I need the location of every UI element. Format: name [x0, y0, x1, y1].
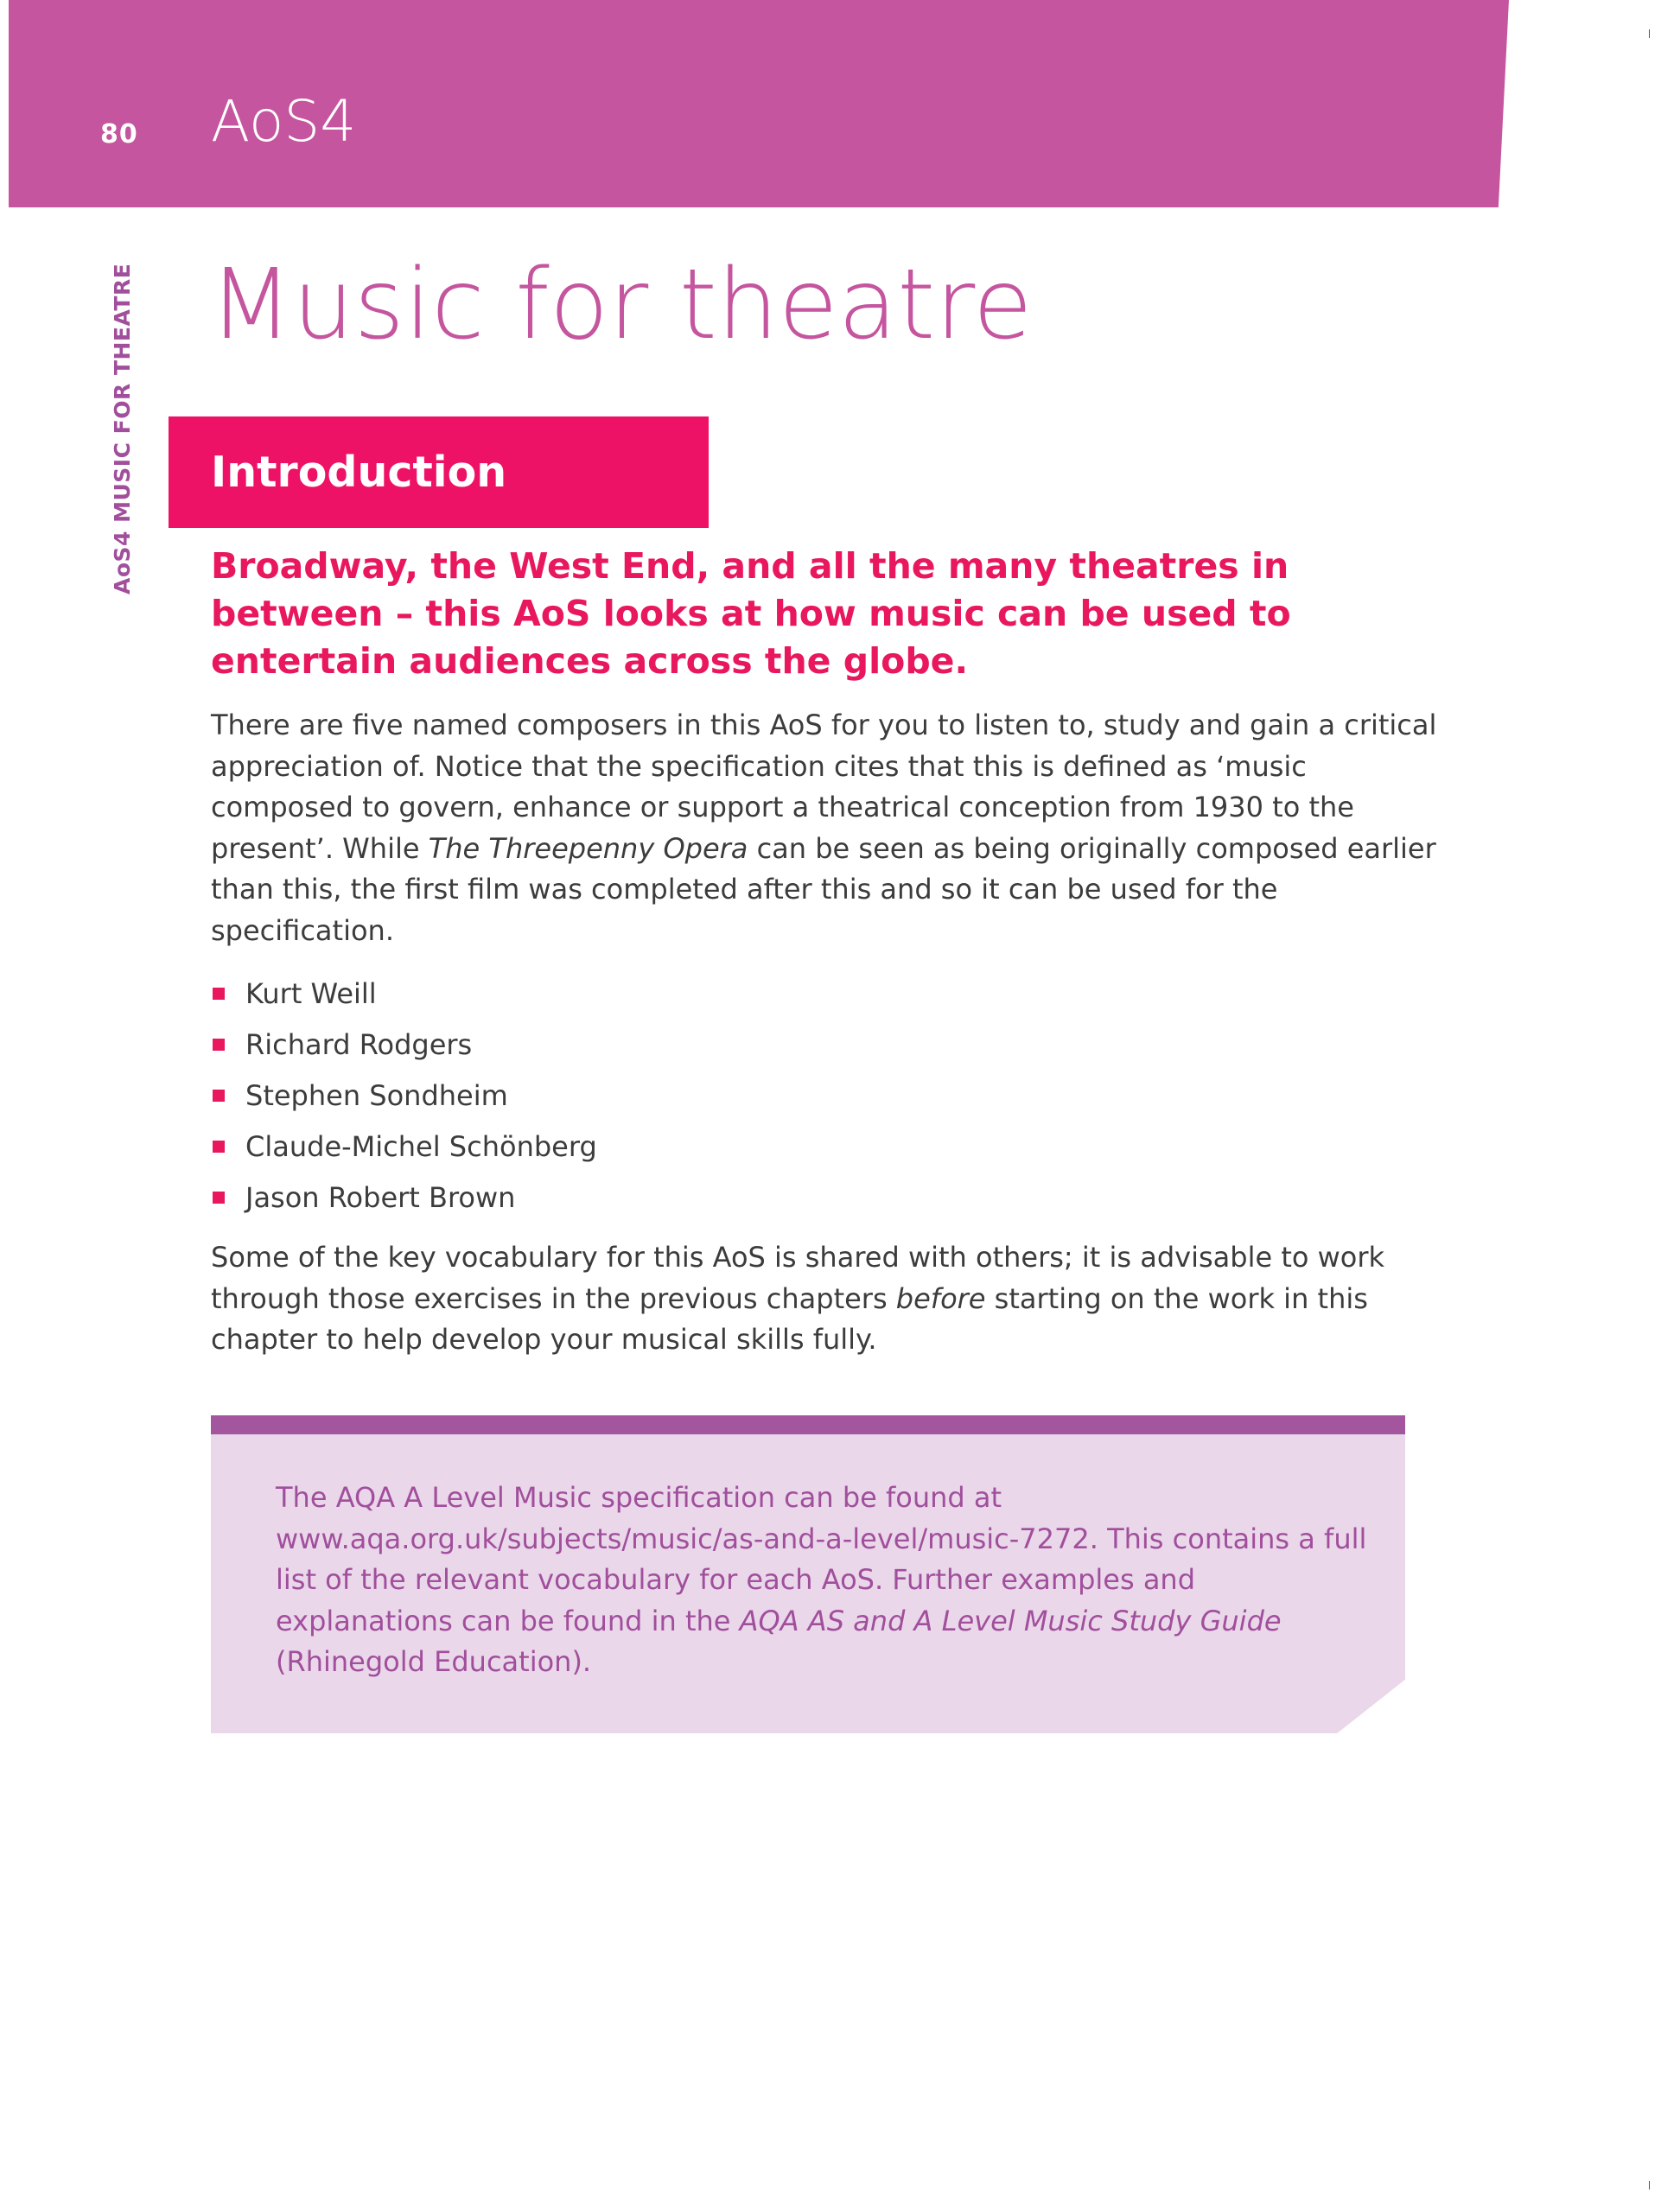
list-item — [211, 968, 597, 1019]
vocabulary-paragraph-italic: before — [895, 1281, 986, 1315]
note-text-start: The AQA A Level Music specification can be found at www.aqa.org.uk/subjects/music/as-and-a-level/music-7272. This contains a full list of the relevant vocabulary for each AoS. Further examples and explanations can be found in the — [276, 1481, 1367, 1637]
square-bullet-icon — [213, 988, 225, 1000]
composer-name: Stephen Sondheim — [245, 1078, 508, 1112]
composer-name: Claude-Michel Schönberg — [245, 1129, 597, 1163]
intro-paragraph-text-end: can be seen as being originally composed earlier than this, the first film was completed after this and so it can be used for the specification. — [211, 831, 1436, 947]
composer-name: Kurt Weill — [245, 976, 377, 1010]
trim-mark — [1649, 2181, 1650, 2190]
list-item — [211, 1121, 597, 1172]
square-bullet-icon — [213, 1192, 225, 1204]
composer-list — [211, 968, 597, 1223]
square-bullet-icon — [213, 1090, 225, 1102]
vocabulary-paragraph-text: Some of the key vocabulary for this AoS is shared with others; it is advisable to work through those exercises in the previous chapters — [211, 1241, 1385, 1315]
chapter-title: Music for theatre — [209, 249, 1033, 361]
vocabulary-paragraph-text-end: starting on the work in this chapter to help develop your musical skills fully. — [211, 1281, 1368, 1356]
vocabulary-paragraph — [211, 1237, 1438, 1361]
lead-paragraph: Broadway, the West End, and all the many theatres in between – this AoS looks at how music can be used to entertain audiences across the globe. — [211, 545, 1291, 682]
introduction-heading: Introduction — [211, 448, 507, 497]
intro-paragraph-text: There are five named composers in this AoS for you to listen to, study and gain a critical appreciation of. Notice that the specification cites that this is defined as ‘music composed to govern, enhance or support a theatrical conception from 1930 to the present’. While — [211, 709, 1437, 865]
trim-mark — [1649, 29, 1650, 38]
section-title: AoS4 — [211, 88, 357, 155]
note-text-end: (Rhinegold Education). — [276, 1645, 592, 1678]
square-bullet-icon — [213, 1141, 225, 1153]
note-box-top-band — [211, 1415, 1405, 1434]
side-running-label: AoS4 MUSIC FOR THEATRE — [110, 263, 135, 594]
intro-paragraph-italic: The Threepenny Opera — [428, 831, 748, 865]
note-text — [276, 1478, 1373, 1683]
list-item — [211, 1019, 597, 1070]
list-item — [211, 1172, 597, 1223]
intro-paragraph — [211, 705, 1438, 951]
page-number: 80 — [100, 119, 138, 149]
note-text-italic: AQA AS and A Level Music Study Guide — [739, 1604, 1282, 1637]
composer-name: Richard Rodgers — [245, 1027, 473, 1061]
list-item — [211, 1070, 597, 1121]
square-bullet-icon — [213, 1039, 225, 1051]
composer-name: Jason Robert Brown — [245, 1180, 516, 1214]
